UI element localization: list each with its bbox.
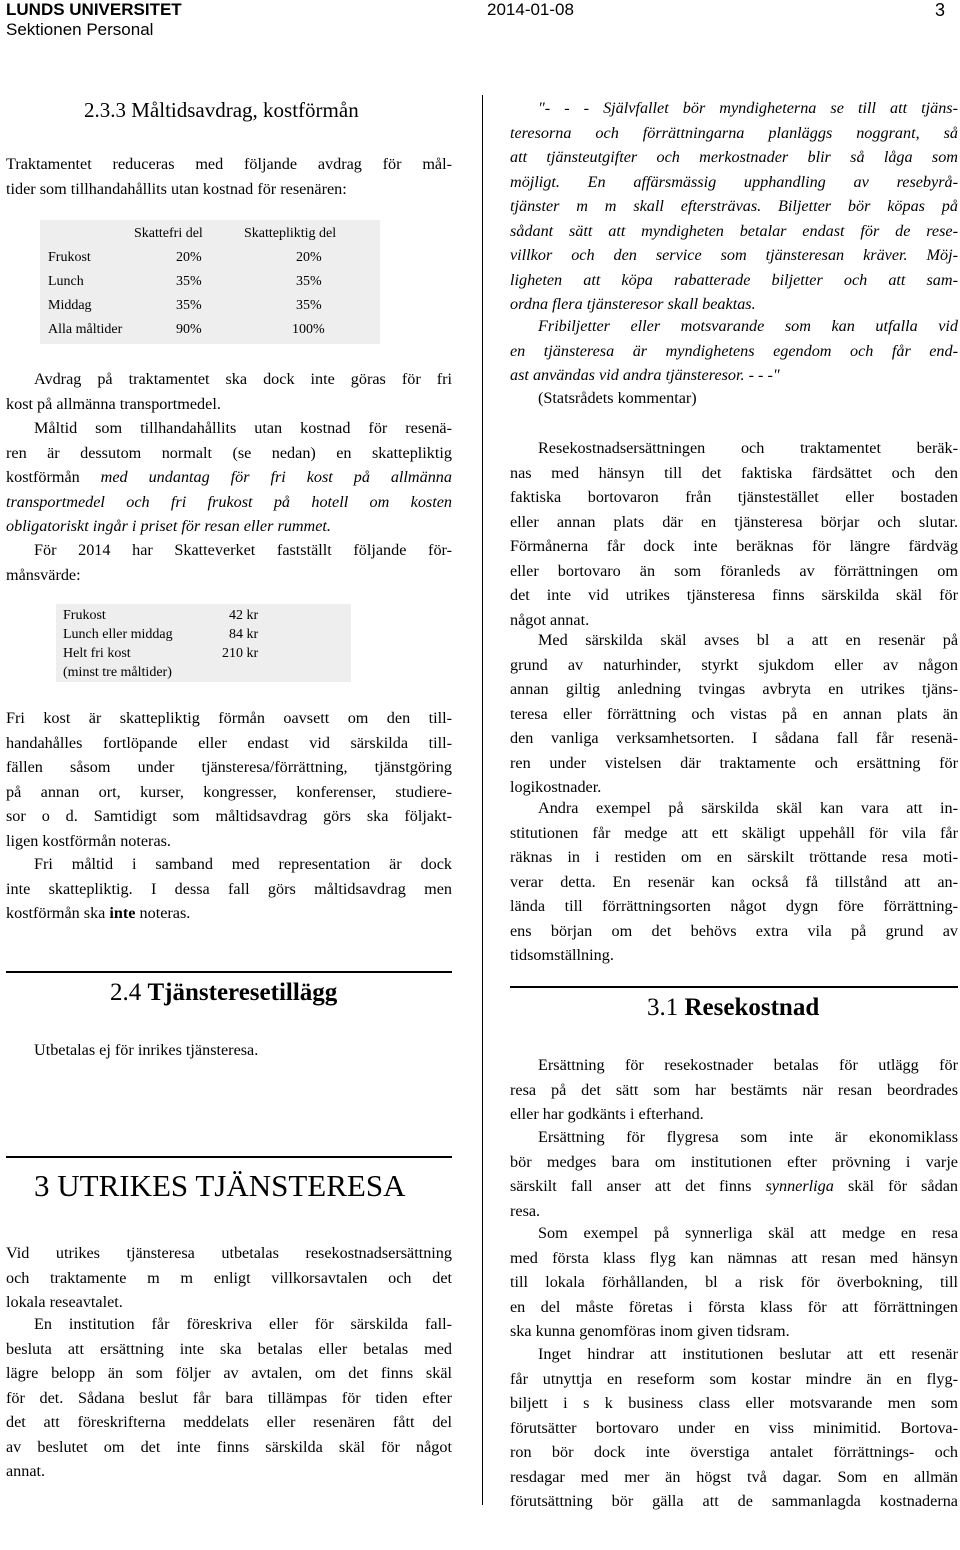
row-label: (minst tre måltider) — [63, 665, 172, 680]
bold-span: inte — [109, 904, 136, 922]
paragraph-synnerliga-exempel — [510, 1221, 958, 1344]
paragraph-maltid — [6, 416, 452, 539]
paragraph-vid-utrikes — [6, 1241, 452, 1315]
italic-span: med undantag för fri kost på allmänna — [100, 468, 452, 486]
table-header-row — [40, 222, 380, 246]
benefit-value-table — [56, 604, 351, 682]
text-line: sådant sätt att myndigheten betalar endast för de rese- — [510, 221, 958, 240]
text-span: noteras. — [135, 904, 191, 922]
column-divider — [482, 95, 483, 1505]
text-line: Andra exempel på särskilda skäl kan vara att in- — [538, 799, 958, 817]
text-line: teresa eller förrättning och vistas på en annan plats än — [510, 704, 958, 723]
paragraph-inget-hindrar — [510, 1342, 958, 1514]
heading-title: Resekostnad — [684, 994, 820, 1021]
text-span: kostförmån ska — [6, 904, 110, 922]
text-line: ska kunna genomföras inom given tidsram. — [510, 1322, 790, 1340]
text-span: kostförmån — [6, 468, 101, 486]
heading-number: 3.1 — [647, 994, 679, 1021]
heading-title: Tjänsteresetillägg — [147, 979, 338, 1006]
text-line: en del måste företas i första klass för att förrättningen — [510, 1297, 958, 1316]
column-header: Skattepliktig del — [244, 226, 337, 241]
text-line: får utnyttja en reseform som kostar mindre än en flyg- — [510, 1369, 958, 1388]
table-row — [56, 606, 351, 625]
row-label: Frukost — [48, 250, 91, 265]
cell-free: 35% — [176, 274, 202, 289]
paragraph-utbetalas: Utbetalas ej för inrikes tjänsteresa. — [34, 1041, 259, 1059]
text-line: räknas in i restiden om en särskilt tröttande resa moti- — [510, 848, 958, 866]
table-row — [56, 663, 351, 682]
text-span: skäl för sådan — [833, 1177, 958, 1195]
page-header-left — [6, 0, 182, 40]
text-line: av beslutet om det inte finns särskilda skäl för något — [6, 1437, 452, 1456]
text-line: med första klass flyg kan nämnas att resan med hänsyn — [510, 1248, 958, 1267]
text-line: Fri måltid i samband med representation är dock — [34, 855, 452, 873]
text-line: eller annan plats där en tjänsteresa börjar och slutar. — [510, 512, 958, 531]
row-label: Alla måltider — [48, 322, 123, 337]
text-line: för det. Sådana beslut får bara tillämpas för tiden efter — [6, 1388, 452, 1407]
text-line: till lokala förhållanden, bl a risk för överbokning, till — [510, 1273, 958, 1291]
text-line: Fri kost är skattepliktig förmån oavsett om den till- — [6, 709, 452, 727]
text-line: teresorna och förrättningarna planläggs noggrant, så — [510, 123, 958, 142]
cell-taxable: 35% — [296, 298, 322, 313]
text-line: lokala reseavtalet. — [6, 1293, 123, 1311]
text-line — [6, 465, 452, 490]
text-line: ligen kostförmån noteras. — [6, 831, 171, 850]
paragraph-frimaltid — [6, 852, 452, 926]
row-value: 84 kr — [229, 627, 259, 642]
heading-2-4 — [110, 977, 337, 1009]
text-line: den vanliga verksamhetsorten. I sådana fall får resenä- — [510, 729, 958, 747]
paragraph-institution — [6, 1312, 452, 1484]
text-line: obligatoriskt ingår i priset för resan eller rummet. — [6, 517, 331, 535]
cell-free: 35% — [176, 298, 202, 313]
text-line: Vid utrikes tjänsteresa utbetalas resekostnadsersättning — [6, 1244, 452, 1262]
section-rule — [6, 971, 452, 973]
text-line: sor o d. Samtidigt som måltidsavdrag görs ska följakt- — [6, 807, 452, 825]
table-row — [40, 318, 380, 342]
text-line: fällen såsom under tjänsteresa/förrättning, tjänstgöring — [6, 758, 452, 776]
text-line: Med särskilda skäl avses bl a att en resenär på — [538, 631, 958, 649]
text-line: Som exempel på synnerliga skäl att medge en resa — [538, 1224, 958, 1242]
paragraph-ersattning — [510, 1053, 958, 1127]
paragraph-avdrag — [6, 367, 452, 416]
paragraph-andra-exempel — [510, 796, 958, 968]
text-line: ast användas vid andra tjänsteresor. - - -" — [510, 366, 780, 384]
text-span: särskilt fall anser att det finns — [510, 1177, 766, 1195]
heading-3-1 — [647, 992, 819, 1024]
text-line: på annan ort, kurser, kongresser, konferenser, studiere- — [6, 782, 452, 801]
text-line: För 2014 har Skatteverket fastställt följande för- — [34, 541, 452, 559]
text-line: faktiska bortovaron från tjänstestället eller bostaden — [510, 488, 958, 506]
section-rule — [510, 986, 958, 988]
text-line: resa på det sätt som har bestämts när resan beordrades — [510, 1080, 958, 1099]
text-line: och traktamente m m enligt villkorsavtalen och det — [6, 1268, 452, 1287]
text-line: resdagar med mer än högst två dagar. Som en allmän — [510, 1467, 958, 1486]
heading-2-3-3: 2.3.3 Måltidsavdrag, kostförmån — [84, 98, 359, 122]
text-line: förutsättning bör gälla att de sammanlagda kostnaderna — [510, 1492, 958, 1510]
text-line — [6, 901, 452, 926]
text-line: eller bortovaro än som föranleds av förrättningen om — [510, 561, 958, 580]
row-value: 42 kr — [229, 608, 259, 623]
document-date: 2014-01-08 — [487, 0, 574, 19]
text-line: Förmånerna får dock inte beräknas för längre färdväg — [510, 537, 958, 555]
text-line: ligheten att köpa rabatterade biljetter och att sam- — [510, 270, 958, 289]
text-line: en tjänsteresa är myndighetens egendom och får end- — [510, 341, 958, 360]
text-line: Traktamentet reduceras med följande avdrag för mål- — [6, 155, 452, 173]
text-line — [510, 1174, 958, 1199]
text-line: Ersättning för flygresa som inte är ekonomiklass — [538, 1128, 958, 1146]
text-line: att tjänsteutgifter och merkostnader blir så låga som — [510, 148, 958, 166]
heading-3: 3 UTRIKES TJÄNSTERESA — [34, 1168, 406, 1203]
text-line: nas med hänsyn till det faktiska färdsättet och den — [510, 463, 958, 482]
text-line: biljett i s k business class eller motsvarande men som — [510, 1394, 958, 1412]
heading-number: 2.4 — [110, 979, 142, 1006]
italic-span: synnerliga — [765, 1177, 834, 1195]
text-line: transportmedel och fri frukost på hotell om kosten — [6, 492, 452, 511]
text-line: eller har godkänts i efterhand. — [510, 1105, 704, 1123]
text-line: handahålles fortlöpande eller endast vid särskilda till- — [6, 733, 452, 752]
paragraph-resekostnad — [510, 436, 958, 632]
text-line: grund av naturhinder, styrkt sjukdom eller av någon — [510, 655, 958, 674]
text-line: Fribiljetter eller motsvarande som kan utfalla vid — [538, 317, 958, 335]
text-line: En institution får föreskriva eller för särskilda fall- — [34, 1315, 452, 1333]
text-line: Måltid som tillhandahållits utan kostnad för resenä- — [34, 419, 452, 437]
meal-deduction-table — [40, 220, 380, 344]
cell-taxable: 100% — [292, 322, 325, 337]
cell-free: 20% — [176, 250, 202, 265]
university-name: LUNDS UNIVERSITET — [6, 0, 182, 19]
text-line: ens början om det behövs extra vila på grund av — [510, 921, 958, 940]
text-line: ron bör dock inte överstiga antalet förrättnings- och — [510, 1443, 958, 1461]
cell-free: 90% — [176, 322, 202, 337]
text-line: tidsomställning. — [510, 946, 614, 964]
paragraph-2014 — [6, 538, 452, 587]
text-line: annat. — [6, 1462, 46, 1480]
text-line: lända till förrättningsorten något dygn före förrättning- — [510, 897, 958, 915]
intro-paragraph — [6, 152, 452, 201]
text-line: ordna flera tjänsteresor skall beaktas. — [510, 295, 756, 313]
paragraph-frikost — [6, 706, 452, 853]
table-row — [56, 625, 351, 644]
text-line: Resekostnadsersättningen och traktamentet beräk- — [538, 439, 958, 457]
text-line: kost på allmänna transportmedel. — [6, 394, 221, 413]
row-label: Lunch eller middag — [63, 627, 173, 642]
text-line: inte skattepliktig. I dessa fall görs måltidsavdrag men — [6, 879, 452, 898]
row-label: Lunch — [48, 274, 84, 289]
text-line: stitutionen får medge att ett skäligt uppehåll för vila får — [510, 823, 958, 842]
text-line: ren under vistelsen där traktamente och ersättning för — [510, 753, 958, 772]
row-label: Middag — [48, 298, 92, 313]
cell-taxable: 35% — [296, 274, 322, 289]
table-row — [40, 270, 380, 294]
paragraph-flygresa — [510, 1125, 958, 1223]
quote-paragraph-1 — [510, 96, 958, 317]
text-line: resa. — [510, 1201, 541, 1220]
text-line: tjänster m m skall eftersträvas. Biljetter bör köpas på — [510, 197, 958, 215]
text-line: bör medges bara om institutionen efter prövning i varje — [510, 1152, 958, 1171]
section-rule — [6, 1156, 452, 1158]
row-label: Frukost — [63, 608, 106, 623]
column-header: Skattefri del — [134, 226, 203, 241]
row-label: Helt fri kost — [63, 646, 131, 661]
text-line: villkor och den service som tjänsteresan kräver. Möj- — [510, 246, 958, 264]
text-line: Avdrag på traktamentet ska dock inte göras för fri — [34, 370, 452, 388]
text-line: det att föreskrifterna meddelats eller resenären fått del — [6, 1413, 452, 1431]
cell-taxable: 20% — [296, 250, 322, 265]
table-row — [40, 294, 380, 318]
text-line: Inget hindrar att institutionen beslutar att ett resenär — [538, 1345, 958, 1363]
quote-paragraph-2 — [510, 314, 958, 388]
table-row — [56, 644, 351, 663]
text-line: förutsätter bortovaro under en viss minimitid. Bortova- — [510, 1418, 958, 1437]
text-line: logikostnader. — [510, 778, 602, 796]
text-line: ren är dessutom normalt (se nedan) en skattepliktig — [6, 443, 452, 462]
text-line: det inte vid utrikes tjänsteresa finns särskilda skäl för — [510, 586, 958, 604]
paragraph-sarskilda-skal — [510, 628, 958, 800]
text-line: besluta att ersättning inte ska betalas eller betalas med — [6, 1339, 452, 1358]
quote-source: (Statsrådets kommentar) — [538, 389, 697, 407]
text-line: "- - - Självfallet bör myndigheterna se till att tjäns- — [538, 99, 958, 117]
text-line: tider som tillhandahållits utan kostnad för resenären: — [6, 179, 347, 198]
text-line: Ersättning för resekostnader betalas för utlägg för — [538, 1056, 958, 1074]
text-line: månsvärde: — [6, 565, 81, 584]
row-value: 210 kr — [222, 646, 259, 661]
text-line: möjligt. En affärsmässig upphandling av resebyrå- — [510, 172, 958, 191]
page-number: 3 — [935, 0, 946, 20]
section-name: Sektionen Personal — [6, 20, 154, 39]
text-line: något annat. — [510, 610, 590, 629]
text-line: verar detta. En resenär kan också få tillstånd att an- — [510, 872, 958, 891]
table-row — [40, 246, 380, 270]
text-line: annan giltig anledning tvingas avbryta en utrikes tjäns- — [510, 680, 958, 698]
text-line: lägre belopp än som följer av avtalen, om det finns skäl — [6, 1364, 452, 1382]
